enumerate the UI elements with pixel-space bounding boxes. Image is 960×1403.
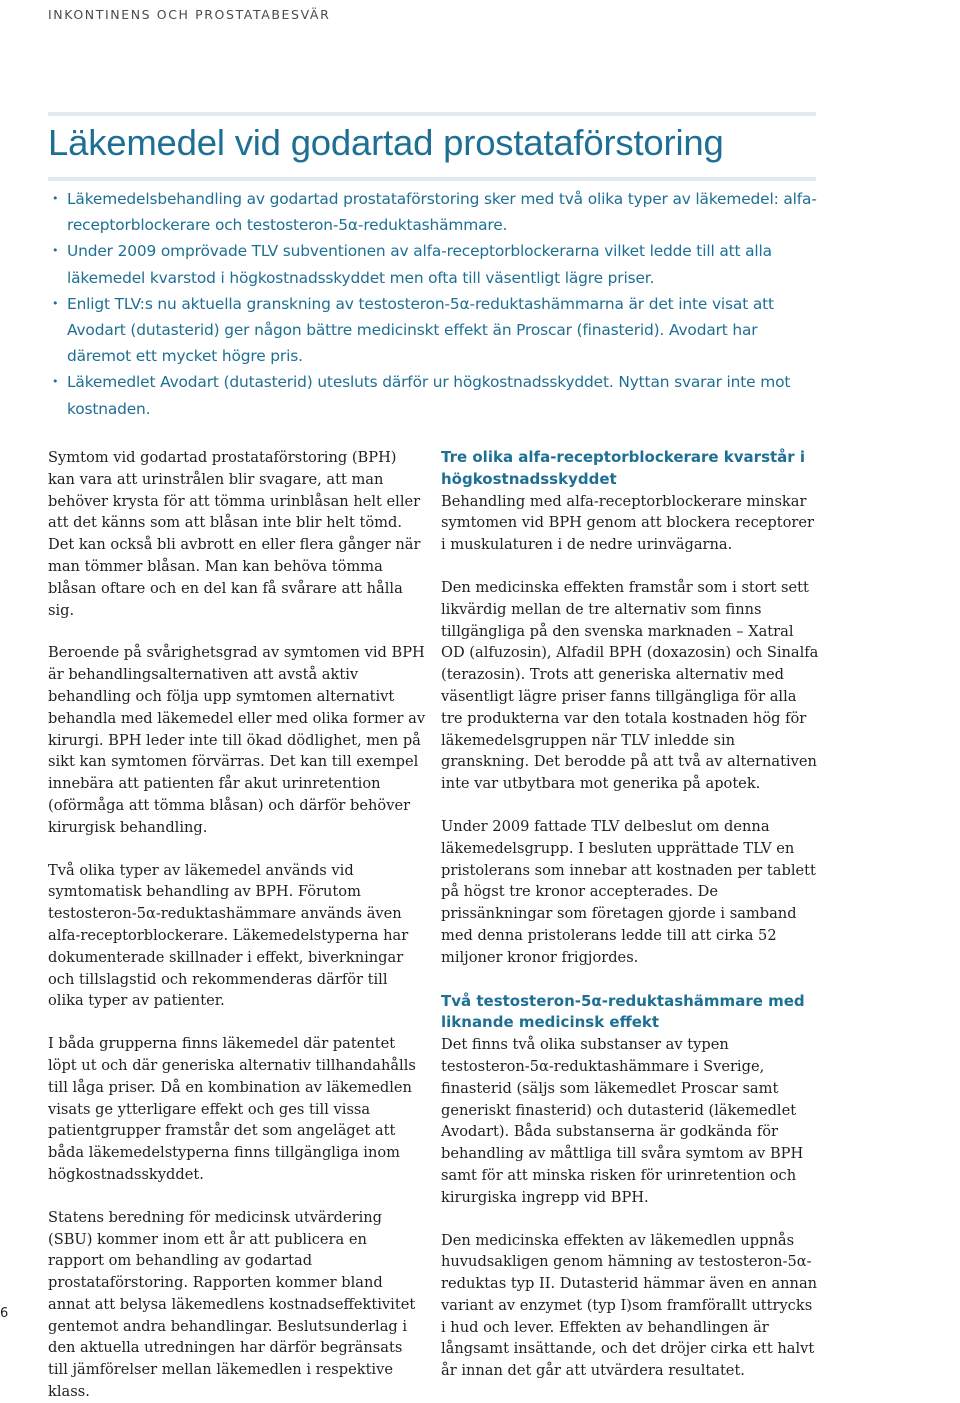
top-divider [48, 112, 816, 116]
section-heading: Tre olika alfa-receptorblockerare kvarstår i högkostnadsskyddet [441, 448, 806, 488]
summary-bullet [48, 186, 818, 238]
section-heading: Två testosteron-5α-reduktashämmare med liknande medicinsk effekt [441, 991, 805, 1032]
bullet-icon: • [52, 244, 59, 258]
body-paragraph: Beroende på svårighetsgrad av symtomen vid BPH är behandlingsalternativen att avstå aktiv behandling och följa upp symtomen alternativt behandla med läkemedel eller med olika former av kirurgi. BPH leder inte till ökad dödlighet, men på sikt kan symtomen förvärras. Det kan till exempel innebära att patienten får akut urinretention (oförmåga att tömma blåsan) och därför behöver kirurgisk behandling. [48, 644, 426, 836]
summary-bullet-text: Läkemedlet Avodart (dutasterid) utesluts därför ur högkostnadsskyddet. Nyttan svarar inte mot kostnaden. [67, 373, 791, 418]
summary-bullet-text: Läkemedelsbehandling av godartad prostataförstoring sker med två olika typer av läkemedel: alfa-receptorblockerare och testosteron-5α-reduktashämmare. [67, 190, 817, 235]
summary-bullet [48, 238, 818, 290]
body-paragraph: Den medicinska effekten av läkemedlen uppnås huvudsakligen genom hämning av testosteron-5α-reduktas typ II. Dutasterid hämmar även en annan variant av enzymet (typ I)som framförallt uttrycks i hud och lever. Effekten av behandlingen är långsamt insättande, och det dröjer cirka ett halvt år innan det går att utvärdera resultatet. [441, 1231, 818, 1380]
right-column [441, 447, 821, 1382]
summary-bullet-text: Under 2009 omprövade TLV subventionen av alfa-receptorblockerarna vilket ledde till att alla läkemedel kvarstod i högkostnadsskyddet men ofta till väsentligt lägre priser. [67, 242, 772, 287]
page-number: 6 [0, 1306, 9, 1321]
summary-bullet-list [48, 186, 818, 422]
summary-bullet [48, 369, 818, 421]
body-paragraph: Symtom vid godartad prostataförstoring (BPH) kan vara att urinstrålen blir svagare, att man behöver krysta för att tömma urinblåsan helt eller att det känns som att blåsan inte blir helt tömd. Det kan också bli avbrott en eller flera gånger när man tömmer blåsan. Man kan behöva tömma blåsan oftare och en del kan få svårare att hålla sig. [48, 449, 421, 619]
title-divider [48, 177, 816, 181]
section-header-label: INKONTINENS OCH PROSTATABESVÄR [48, 7, 331, 22]
bullet-icon: • [52, 192, 59, 205]
left-column [48, 447, 426, 1403]
summary-bullet [48, 291, 818, 370]
body-paragraph: Behandling med alfa-receptorblockerare minskar symtomen vid BPH genom att blockera receptorer i muskulaturen i de nedre urinvägarna. [441, 492, 815, 554]
body-paragraph: Det finns två olika substanser av typen testosteron-5α-reduktashämmare i Sverige, finasterid (säljs som läkemedlet Proscar samt generiskt finasterid) och dutasterid (läkemedlet Avodart). Båda substanserna är godkända för behandling av måttliga till svåra symtom av BPH samt för att minska risken för urinretention och kirurgiska ingrepp vid BPH. [441, 1036, 804, 1206]
bullet-icon: • [52, 296, 59, 310]
body-paragraph: Den medicinska effekten framstår som i stort sett likvärdig mellan de tre alternativ som finns tillgängliga på den svenska marknaden – Xatral OD (alfuzosin), Alfadil BPH (doxazosin) och Sinalfa (terazosin). Trots att generiska alternativ med väsentligt lägre priser fanns tillgängliga för alla tre produkterna var den totala kostnaden hög för läkemedelsgruppen när TLV inledde sin granskning. Det berodde på att två av alternativen inte var utbytbara mot generika på apotek. [441, 578, 819, 793]
body-paragraph: Under 2009 fattade TLV delbeslut om denna läkemedelsgrupp. I besluten upprättade TLV en pristolerans som innebar att kostnaden per tablett på högst tre kronor accepterades. De prissänkningar som företagen gjorde i samband med denna pristolerans ledde till att cirka 52 miljoner kronor frigjordes. [441, 817, 816, 966]
bullet-icon: • [52, 375, 59, 389]
body-paragraph: Två olika typer av läkemedel används vid symtomatisk behandling av BPH. Förutom testosteron-5α-reduktashämmare används även alfa-receptorblockerare. Läkemedelstyperna har dokumenterade skillnader i effekt, biverkningar och tillslagstid och rekommenderas därför till olika typer av patienter. [48, 861, 409, 1010]
body-paragraph: Statens beredning för medicinsk utvärdering (SBU) kommer inom ett år att publicera en rapport om behandling av godartad prostataförstoring. Rapporten kommer bland annat att belysa läkemedlens kostnadseffektivitet gentemot andra behandlingar. Beslutsunderlag i den aktuella utredningen har därför begränsats till jämförelser mellan läkemedlen i respektive klass. [48, 1208, 416, 1401]
page-title: Läkemedel vid godartad prostataförstoring [48, 122, 724, 163]
summary-bullet-text: Enligt TLV:s nu aktuella granskning av testosteron-5α-reduktashämmarna är det inte visat att Avodart (dutasterid) ger någon bättre medicinskt effekt än Proscar (finasterid). Avodart har däremot ett mycket högre pris. [67, 294, 774, 366]
body-paragraph: I båda grupperna finns läkemedel där patentet löpt ut och där generiska alternativ tillhandahålls till låga priser. Då en kombination av läkemedlen visats ge ytterligare effekt och ges till vissa patientgrupper framstår det som angeläget att båda läkemedelstyperna finns tillgängliga inom högkostnadsskyddet. [48, 1035, 416, 1183]
